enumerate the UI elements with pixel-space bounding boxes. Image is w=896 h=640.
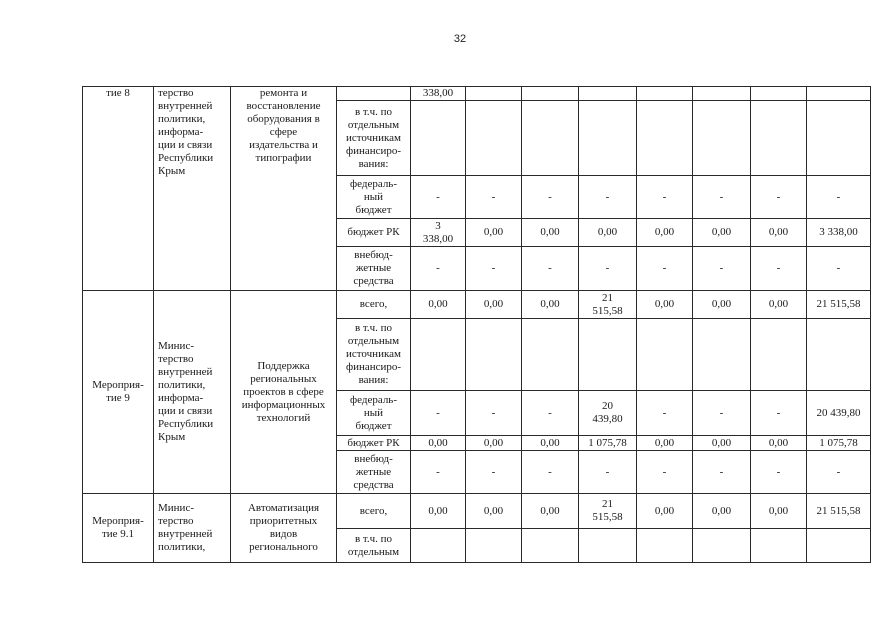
- amount-cell: -: [466, 176, 522, 219]
- amount-cell: -: [693, 451, 751, 494]
- funding-source-cell: внебюд- жетные средства: [337, 451, 411, 494]
- amount-cell: [411, 101, 466, 176]
- amount-cell: 3 338,00: [411, 219, 466, 247]
- amount-cell: 338,00: [411, 87, 466, 101]
- amount-total-cell: 20 439,80: [807, 391, 871, 436]
- event-name-cell: Мероприя- тие 9: [83, 291, 154, 494]
- funding-source-cell: федераль- ный бюджет: [337, 391, 411, 436]
- funding-source-cell: в т.ч. по отдельным источникам финансиро- вания:: [337, 319, 411, 391]
- amount-cell: -: [411, 176, 466, 219]
- amount-cell: [522, 87, 579, 101]
- executor-cell: Минис- терство внутренней политики,: [154, 494, 231, 563]
- amount-cell: -: [751, 176, 807, 219]
- amount-cell: [579, 87, 637, 101]
- amount-cell: 0,00: [466, 219, 522, 247]
- amount-total-cell: [807, 101, 871, 176]
- amount-cell: 0,00: [466, 436, 522, 451]
- amount-cell: [637, 319, 693, 391]
- amount-cell: 21 515,58: [579, 494, 637, 529]
- executor-cell: Минис- терство внутренней политики, информа- ции и связи Республики Крым: [154, 291, 231, 494]
- amount-cell: [411, 529, 466, 563]
- description-cell: ремонта и восстановление оборудования в сфере издательства и типографии: [231, 87, 337, 291]
- executor-cell: терство внутренней политики, информа- ции и связи Республики Крым: [154, 87, 231, 291]
- amount-cell: -: [637, 176, 693, 219]
- amount-cell: [466, 319, 522, 391]
- amount-total-cell: -: [807, 451, 871, 494]
- amount-cell: 0,00: [751, 219, 807, 247]
- amount-total-cell: 3 338,00: [807, 219, 871, 247]
- amount-cell: -: [579, 451, 637, 494]
- description-cell: Поддержка региональных проектов в сфере информационных технологий: [231, 291, 337, 494]
- event-name-cell: Мероприя- тие 9.1: [83, 494, 154, 563]
- amount-cell: 1 075,78: [579, 436, 637, 451]
- table-row: [83, 291, 871, 319]
- amount-total-cell: -: [807, 176, 871, 219]
- amount-cell: 0,00: [693, 291, 751, 319]
- amount-cell: 0,00: [637, 494, 693, 529]
- amount-total-cell: 21 515,58: [807, 494, 871, 529]
- amount-cell: -: [751, 391, 807, 436]
- amount-cell: [411, 319, 466, 391]
- amount-cell: -: [751, 451, 807, 494]
- amount-cell: 0,00: [522, 494, 579, 529]
- amount-cell: 0,00: [693, 436, 751, 451]
- table-row: [83, 87, 871, 101]
- amount-cell: 0,00: [411, 436, 466, 451]
- funding-source-cell: в т.ч. по отдельным: [337, 529, 411, 563]
- amount-total-cell: [807, 529, 871, 563]
- amount-cell: 0,00: [751, 494, 807, 529]
- amount-cell: [466, 529, 522, 563]
- amount-cell: -: [522, 176, 579, 219]
- amount-cell: [579, 101, 637, 176]
- amount-cell: -: [637, 391, 693, 436]
- amount-cell: -: [751, 247, 807, 291]
- amount-cell: [637, 87, 693, 101]
- amount-cell: [751, 319, 807, 391]
- amount-total-cell: 21 515,58: [807, 291, 871, 319]
- amount-cell: 0,00: [637, 219, 693, 247]
- amount-cell: [751, 87, 807, 101]
- amount-cell: 0,00: [522, 219, 579, 247]
- amount-cell: [637, 101, 693, 176]
- amount-cell: 0,00: [751, 291, 807, 319]
- amount-cell: -: [522, 391, 579, 436]
- amount-total-cell: 1 075,78: [807, 436, 871, 451]
- amount-cell: [751, 101, 807, 176]
- amount-total-cell: [807, 87, 871, 101]
- amount-cell: -: [522, 247, 579, 291]
- amount-cell: [693, 319, 751, 391]
- amount-cell: [693, 101, 751, 176]
- amount-cell: 0,00: [466, 291, 522, 319]
- amount-cell: [637, 529, 693, 563]
- amount-cell: [693, 529, 751, 563]
- amount-cell: -: [466, 247, 522, 291]
- event-name-cell: тие 8: [83, 87, 154, 291]
- funding-source-cell: в т.ч. по отдельным источникам финансиро- вания:: [337, 101, 411, 176]
- amount-cell: [579, 529, 637, 563]
- funding-source-cell: федераль- ный бюджет: [337, 176, 411, 219]
- amount-cell: 0,00: [637, 436, 693, 451]
- amount-cell: [466, 101, 522, 176]
- amount-cell: -: [693, 391, 751, 436]
- amount-cell: 0,00: [751, 436, 807, 451]
- amount-cell: -: [637, 451, 693, 494]
- funding-table: [82, 86, 871, 563]
- amount-cell: -: [579, 176, 637, 219]
- amount-cell: [579, 319, 637, 391]
- funding-source-cell: всего,: [337, 291, 411, 319]
- amount-cell: -: [466, 391, 522, 436]
- amount-total-cell: [807, 319, 871, 391]
- amount-cell: [522, 529, 579, 563]
- funding-source-cell: внебюд- жетные средства: [337, 247, 411, 291]
- amount-cell: 0,00: [522, 436, 579, 451]
- amount-cell: 0,00: [522, 291, 579, 319]
- amount-cell: 0,00: [579, 219, 637, 247]
- amount-cell: [693, 87, 751, 101]
- funding-source-cell: [337, 87, 411, 101]
- amount-cell: -: [411, 391, 466, 436]
- amount-cell: 20 439,80: [579, 391, 637, 436]
- amount-cell: 21 515,58: [579, 291, 637, 319]
- amount-cell: -: [693, 176, 751, 219]
- amount-cell: 0,00: [466, 494, 522, 529]
- amount-cell: -: [411, 451, 466, 494]
- table-row: [83, 494, 871, 529]
- amount-cell: [751, 529, 807, 563]
- amount-cell: -: [693, 247, 751, 291]
- amount-cell: -: [411, 247, 466, 291]
- amount-cell: -: [522, 451, 579, 494]
- amount-cell: 0,00: [693, 219, 751, 247]
- funding-source-cell: всего,: [337, 494, 411, 529]
- amount-total-cell: -: [807, 247, 871, 291]
- funding-source-cell: бюджет РК: [337, 219, 411, 247]
- description-cell: Автоматизация приоритетных видов регионального: [231, 494, 337, 563]
- amount-cell: -: [637, 247, 693, 291]
- amount-cell: -: [579, 247, 637, 291]
- amount-cell: -: [466, 451, 522, 494]
- amount-cell: [522, 319, 579, 391]
- funding-source-cell: бюджет РК: [337, 436, 411, 451]
- page-number: 32: [453, 33, 467, 45]
- amount-cell: 0,00: [637, 291, 693, 319]
- amount-cell: 0,00: [693, 494, 751, 529]
- amount-cell: 0,00: [411, 291, 466, 319]
- amount-cell: [522, 101, 579, 176]
- amount-cell: 0,00: [411, 494, 466, 529]
- amount-cell: [466, 87, 522, 101]
